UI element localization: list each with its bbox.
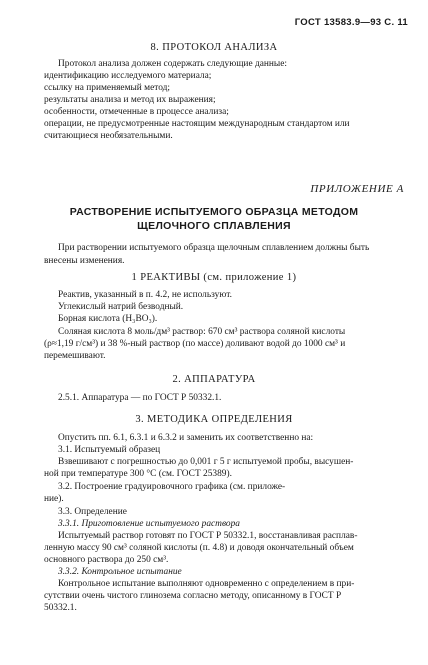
subsection-heading: 3.2. Построение градуировочного графика (см. приложе- bbox=[58, 482, 286, 492]
appendix-title-line-1: РАСТВОРЕНИЕ ИСПЫТУЕМОГО ОБРАЗЦА МЕТОДОМ bbox=[69, 206, 359, 218]
text-line: При растворении испытуемого образца щелочным сплавлением должны быть bbox=[58, 243, 370, 253]
text-line: Реактив, указанный в п. 4.2, не используют. bbox=[58, 290, 232, 300]
appendix-title-line-2: ЩЕЛОЧНОГО СПЛАВЛЕНИЯ bbox=[137, 220, 291, 232]
text-line: Соляная кислота 8 моль/дм³ раствор: 670 см³ раствора соляной кислоты bbox=[58, 327, 346, 337]
text-line: ной при температуре 300 °С (см. ГОСТ 25389). bbox=[44, 469, 232, 479]
text-line: Взвешивают с погрешностью до 0,001 г 5 г испытуемой пробы, высушен- bbox=[58, 457, 354, 467]
text-line: 2.5.1. Аппаратура — по ГОСТ Р 50332.1. bbox=[58, 393, 222, 403]
text-line: внесены изменения. bbox=[44, 256, 125, 266]
appendix-label: ПРИЛОЖЕНИЕ А bbox=[310, 183, 404, 195]
text-line: ленную массу 90 см³ соляной кислоты (п. 4.8) и доводя окончательный объем bbox=[44, 543, 354, 553]
subsection-heading: 3.3. Определение bbox=[58, 507, 127, 517]
text-line: Протокол анализа должен содержать следующие данные: bbox=[58, 59, 287, 69]
text-line: считающиеся необязательными. bbox=[44, 131, 173, 141]
text-line: Испытуемый раствор готовят по ГОСТ Р 50332.1, восстанавливая расплав- bbox=[58, 531, 358, 541]
text-line: 50332.1. bbox=[44, 603, 77, 613]
text-line: Контрольное испытание выполняют одновременно с определением в при- bbox=[58, 579, 355, 589]
page-header: ГОСТ 13583.9—93 С. 11 bbox=[294, 17, 408, 28]
method-title: 3. МЕТОДИКА ОПРЕДЕЛЕНИЯ bbox=[135, 414, 293, 425]
text-line: Углекислый натрий безводный. bbox=[58, 302, 184, 312]
text-line: перемешивают. bbox=[44, 351, 106, 361]
subsection-heading: 3.3.1. Приготовление испытуемого раствора bbox=[58, 519, 240, 529]
text-line: Опустить пп. 6.1, 6.3.1 и 6.3.2 и заменить их соответственно на: bbox=[58, 433, 314, 443]
text-line: основного раствора до 250 см³. bbox=[44, 555, 169, 565]
text-line: сутствии очень чистого глинозема согласно методу, описанному в ГОСТ Р bbox=[44, 591, 342, 601]
text-line: Борная кислота (H₃BO₃). bbox=[58, 314, 158, 324]
text-line: (ρ≈1,19 г/см³) и 38 %-ный раствор (по массе) доливают водой до 1000 см³ и bbox=[44, 339, 346, 349]
text-line: ссылку на применяемый метод; bbox=[44, 83, 171, 93]
text-line: идентификацию исследуемого материала; bbox=[44, 71, 212, 81]
subsection-heading: 3.3.2. Контрольное испытание bbox=[58, 567, 182, 577]
text-line: ние). bbox=[44, 494, 64, 504]
text-line: операции, не предусмотренные настоящим международным стандартом или bbox=[44, 119, 350, 129]
text-line: результаты анализа и метод их выражения; bbox=[44, 95, 216, 105]
section-8-title: 8. ПРОТОКОЛ АНАЛИЗА bbox=[150, 42, 278, 53]
subsection-heading: 3.1. Испытуемый образец bbox=[58, 445, 161, 455]
text-line: особенности, отмеченные в процессе анализа; bbox=[44, 107, 229, 117]
reagents-title: 1 РЕАКТИВЫ (см. приложение 1) bbox=[131, 272, 297, 283]
apparatus-title: 2. АППАРАТУРА bbox=[172, 374, 256, 385]
